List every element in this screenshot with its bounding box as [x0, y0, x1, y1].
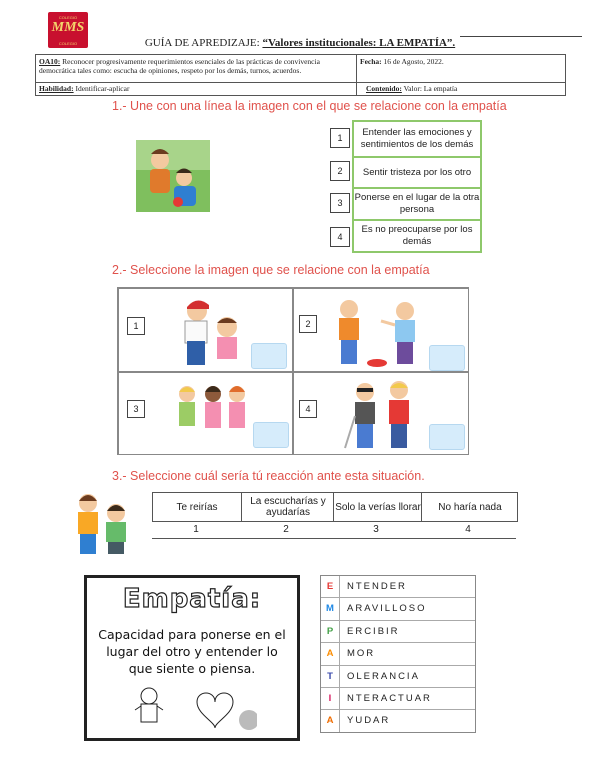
contenido-label: Contenido: — [366, 84, 402, 93]
image-grid — [117, 287, 469, 455]
option-box[interactable]: Entender las emociones y sentimientos de los demás — [352, 120, 482, 158]
oa-text: Reconocer progresivamente requerimientos esenciales de las prácticas de convivencia democrática tales como: escucha de opiniones, respeto por los demás, turnos, acuerdos. — [39, 57, 320, 75]
cell-number: 4 — [299, 400, 317, 418]
reaction-option[interactable]: No haría nada — [421, 493, 518, 521]
answer-box[interactable] — [429, 424, 465, 450]
fecha-cell — [360, 57, 444, 66]
title-main: “Valores institucionales: LA EMPATÍA”. — [262, 37, 456, 49]
reaction-number: 4 — [465, 524, 471, 535]
logo-bottom-text: COLEGIO — [58, 41, 78, 46]
acrostic-row — [321, 666, 475, 688]
contenido-cell — [366, 84, 457, 93]
acrostic-row — [321, 710, 475, 731]
acrostic-row — [321, 576, 475, 598]
reaction-option[interactable]: La escucharías y ayudarías — [241, 493, 334, 521]
contenido-value: Valor: La empatía — [403, 84, 458, 93]
reaction-number: 2 — [283, 524, 289, 535]
reaction-number: 1 — [193, 524, 199, 535]
option-box[interactable]: Es no preocuparse por los demás — [352, 219, 482, 253]
oa-cell — [39, 57, 353, 75]
grid-cell-2[interactable] — [292, 288, 469, 373]
option-number: 1 — [330, 128, 350, 148]
option-number: 3 — [330, 193, 350, 213]
acrostic-letter: A — [321, 643, 340, 664]
guiding-blind-child-image — [343, 376, 423, 452]
reaction-numbers — [152, 524, 516, 539]
helping-children-image — [136, 140, 210, 212]
acrostic-word: ERCIBIR — [347, 625, 400, 637]
option-number: 4 — [330, 227, 350, 247]
cell-number: 2 — [299, 315, 317, 333]
option-box[interactable]: Sentir tristeza por los otro — [352, 156, 482, 190]
acrostic-row — [321, 688, 475, 710]
habilidad-cell — [39, 84, 129, 93]
acrostic-letter: A — [321, 710, 340, 731]
reaction-option[interactable]: Te reirías — [176, 501, 218, 513]
cell-number: 3 — [127, 400, 145, 418]
section2-title: 2.- Seleccione la imagen que se relacione con la empatía — [112, 263, 430, 277]
acrostic-table — [320, 575, 476, 733]
acrostic-word: NTERACTUAR — [347, 692, 432, 704]
info-table — [35, 54, 566, 96]
pointing-children-image — [329, 293, 429, 369]
acrostic-word: OLERANCIA — [347, 670, 420, 682]
helping-hurt-friend-image — [169, 293, 249, 369]
girls-whispering-image — [175, 378, 255, 450]
empathy-poster — [84, 575, 300, 741]
grid-cell-3[interactable] — [118, 371, 294, 455]
reaction-number: 3 — [373, 524, 379, 535]
heart-puzzle-icon — [197, 693, 233, 728]
logo-top-text: COLEGIO — [58, 15, 78, 20]
answer-box[interactable] — [251, 343, 287, 369]
page-title — [0, 37, 600, 49]
section1-title: 1.- Une con una línea la imagen con el que se relacione con la empatía — [112, 99, 507, 113]
acrostic-letter: P — [321, 621, 340, 642]
grid-cell-1[interactable] — [118, 288, 294, 373]
acrostic-word: ARAVILLOSO — [347, 603, 427, 615]
answer-box[interactable] — [253, 422, 289, 448]
acrostic-word: YUDAR — [347, 715, 391, 727]
habilidad-label: Habilidad: — [39, 84, 74, 93]
acrostic-word: MOR — [347, 648, 376, 660]
section3-title: 3.- Seleccione cuál sería tú reacción ante esta situación. — [112, 469, 425, 483]
acrostic-word: NTENDER — [347, 581, 407, 592]
option-box[interactable]: Ponerse en el lugar de la otra persona — [352, 187, 482, 221]
crying-child-image — [70, 489, 134, 557]
poster-illustration — [127, 684, 257, 734]
oa-label: OA10: — [39, 57, 61, 66]
answer-box[interactable] — [429, 345, 465, 371]
poster-title: Empatía: — [122, 584, 262, 614]
acrostic-letter: M — [321, 598, 340, 619]
option-number: 2 — [330, 161, 350, 181]
poster-text: Capacidad para ponerse en el lugar del otro y entender lo que siente o piensa. — [98, 627, 286, 676]
acrostic-row — [321, 643, 475, 665]
grid-cell-4[interactable] — [292, 371, 469, 455]
acrostic-letter: E — [321, 576, 340, 597]
habilidad-value: Identificar-aplicar — [75, 84, 130, 93]
fecha-label: Fecha: — [360, 57, 382, 66]
cell-number: 1 — [127, 317, 145, 335]
logo-mark: MMS — [51, 20, 85, 35]
acrostic-row — [321, 598, 475, 620]
title-prefix: GUÍA DE APREDIZAJE: — [144, 37, 260, 49]
acrostic-letter: I — [321, 688, 340, 709]
fecha-value: 16 de Agosto, 2022. — [383, 57, 444, 66]
reaction-option[interactable]: Solo la verías llorar — [333, 493, 422, 521]
reaction-table — [152, 492, 518, 522]
acrostic-row — [321, 621, 475, 643]
acrostic-letter: T — [321, 666, 340, 687]
